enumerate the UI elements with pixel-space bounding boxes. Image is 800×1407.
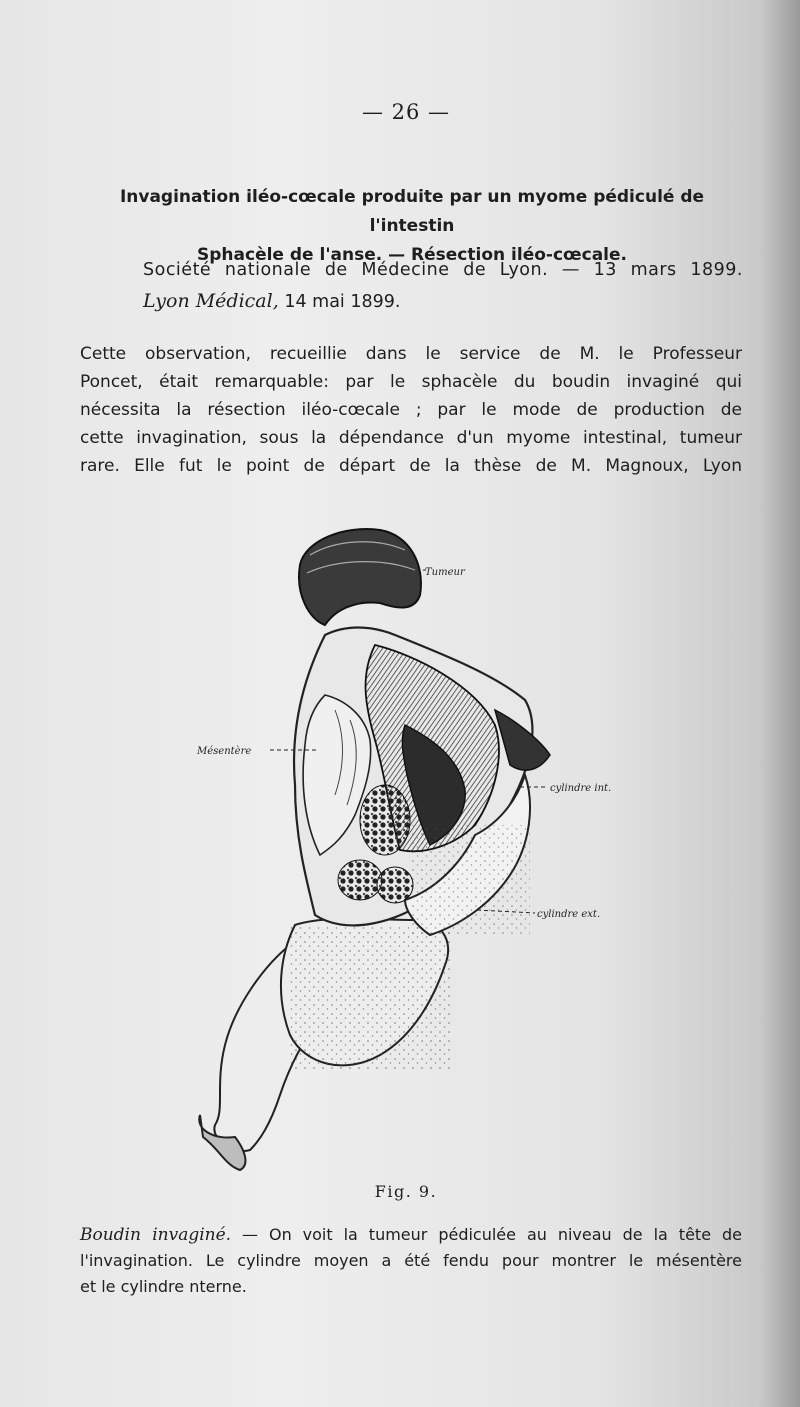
body-line: nécessita la résection iléo-cœcale ; par le mode de production de: [80, 400, 742, 420]
citation: [143, 255, 743, 318]
figure-illustration: [195, 525, 665, 1175]
body-line: Poncet, était remarquable: par le sphacèle du boudin invaginé qui: [80, 372, 742, 392]
title-line-1: Invagination iléo-cœcale produite par un myome pédiculé de l'intestin: [119, 187, 705, 236]
label-tumeur: Tumeur: [425, 567, 465, 578]
figure-number: Fig. 9.: [374, 1182, 438, 1201]
label-cylindre-int: cylindre int.: [550, 783, 612, 794]
body-line: rare. Elle fut le point de départ de la thèse de M. Magnoux, Lyon: [80, 456, 742, 476]
title-line-2: Sphacèle de l'anse. — Résection iléo-cœcale.: [197, 245, 627, 265]
citation-journal-line: [143, 286, 743, 318]
citation-date: 14 mai 1899.: [278, 292, 401, 312]
granular-mass: [377, 867, 413, 903]
caption-line: et le cylindre nterne.: [80, 1277, 247, 1296]
body-paragraph: [80, 340, 742, 480]
citation-society: Société nationale de Médecine de Lyon. — 13 mars 1899.: [143, 260, 743, 280]
caption-line: [80, 1222, 742, 1248]
body-line: cette invagination, sous la dépendance d'un myome intestinal, tumeur: [80, 428, 742, 448]
caption-lead: Boudin invaginé.: [80, 1225, 232, 1245]
figure-caption: [80, 1222, 742, 1300]
granular-mass: [360, 785, 410, 855]
tumour: [299, 529, 421, 625]
citation-journal: Lyon Médical,: [143, 290, 279, 312]
page-number: — 26 —: [361, 100, 451, 124]
body-line: Cette observation, recueillie dans le service de M. le Professeur: [80, 344, 742, 364]
intestine-drawing: [195, 525, 665, 1175]
caption-line: l'invagination. Le cylindre moyen a été fendu pour montrer le mésentère: [80, 1251, 742, 1270]
label-cylindre-ext: cylindre ext.: [537, 909, 601, 920]
caption-line1-rest: — On voit la tumeur pédiculée au niveau de la tête de: [231, 1225, 742, 1244]
granular-mass: [338, 860, 382, 900]
label-mesentere: Mésentère: [197, 746, 252, 757]
